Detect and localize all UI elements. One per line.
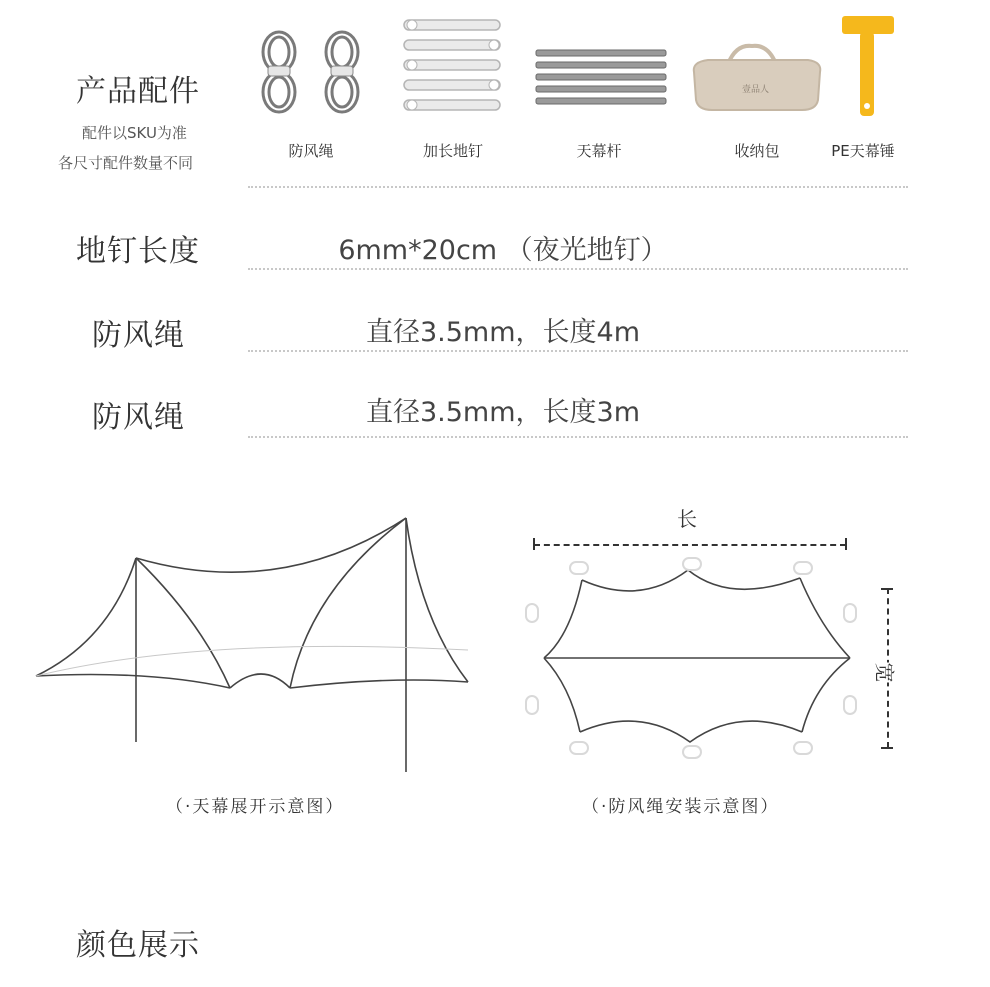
accessory-label-stake: 加长地钉 xyxy=(422,142,483,160)
hammer-icon xyxy=(838,12,898,120)
accessories-note-1: 配件以SKU为准 xyxy=(82,124,187,142)
accessory-label-rope: 防风绳 xyxy=(288,142,334,160)
guy-line-caption: （·防风绳安装示意图） xyxy=(582,797,780,817)
length-label: 长 xyxy=(677,507,697,531)
rope-icon xyxy=(252,22,372,122)
length-tick-left xyxy=(533,538,535,550)
divider xyxy=(248,268,908,270)
width-tick-bottom xyxy=(881,747,893,749)
stake-icon xyxy=(398,16,508,124)
spec-value-rope-1: 直径3.5mm，长度4m xyxy=(365,317,641,348)
width-tick-top xyxy=(881,588,893,590)
guy-line-diagram xyxy=(520,556,870,766)
width-label: 宽 xyxy=(868,663,905,683)
spec-value-stake-length: 6mm*20cm （夜光地钉） xyxy=(338,235,668,266)
length-dimension-line xyxy=(534,544,846,546)
accessory-label-pole: 天幕杆 xyxy=(576,142,622,160)
tarp-setup-caption: （·天幕展开示意图） xyxy=(166,797,345,817)
spec-label-rope-1: 防风绳 xyxy=(92,318,185,353)
spec-label-rope-2: 防风绳 xyxy=(92,400,185,435)
spec-value-rope-2: 直径3.5mm，长度3m xyxy=(365,397,641,428)
colors-title: 颜色展示 xyxy=(76,928,200,963)
bag-icon xyxy=(688,42,828,114)
pole-icon xyxy=(534,46,674,106)
divider xyxy=(248,186,908,188)
spec-label-stake-length: 地钉长度 xyxy=(76,234,200,269)
accessories-title: 产品配件 xyxy=(76,74,200,109)
divider xyxy=(248,350,908,352)
accessories-note-2: 各尺寸配件数量不同 xyxy=(58,154,194,172)
tarp-setup-diagram xyxy=(0,500,480,780)
divider xyxy=(248,436,908,438)
length-tick-right xyxy=(845,538,847,550)
accessory-label-hammer: PE天幕锤 xyxy=(831,142,895,160)
accessory-label-bag: 收纳包 xyxy=(734,142,780,160)
bag-logo: 壹品人 xyxy=(742,85,770,95)
